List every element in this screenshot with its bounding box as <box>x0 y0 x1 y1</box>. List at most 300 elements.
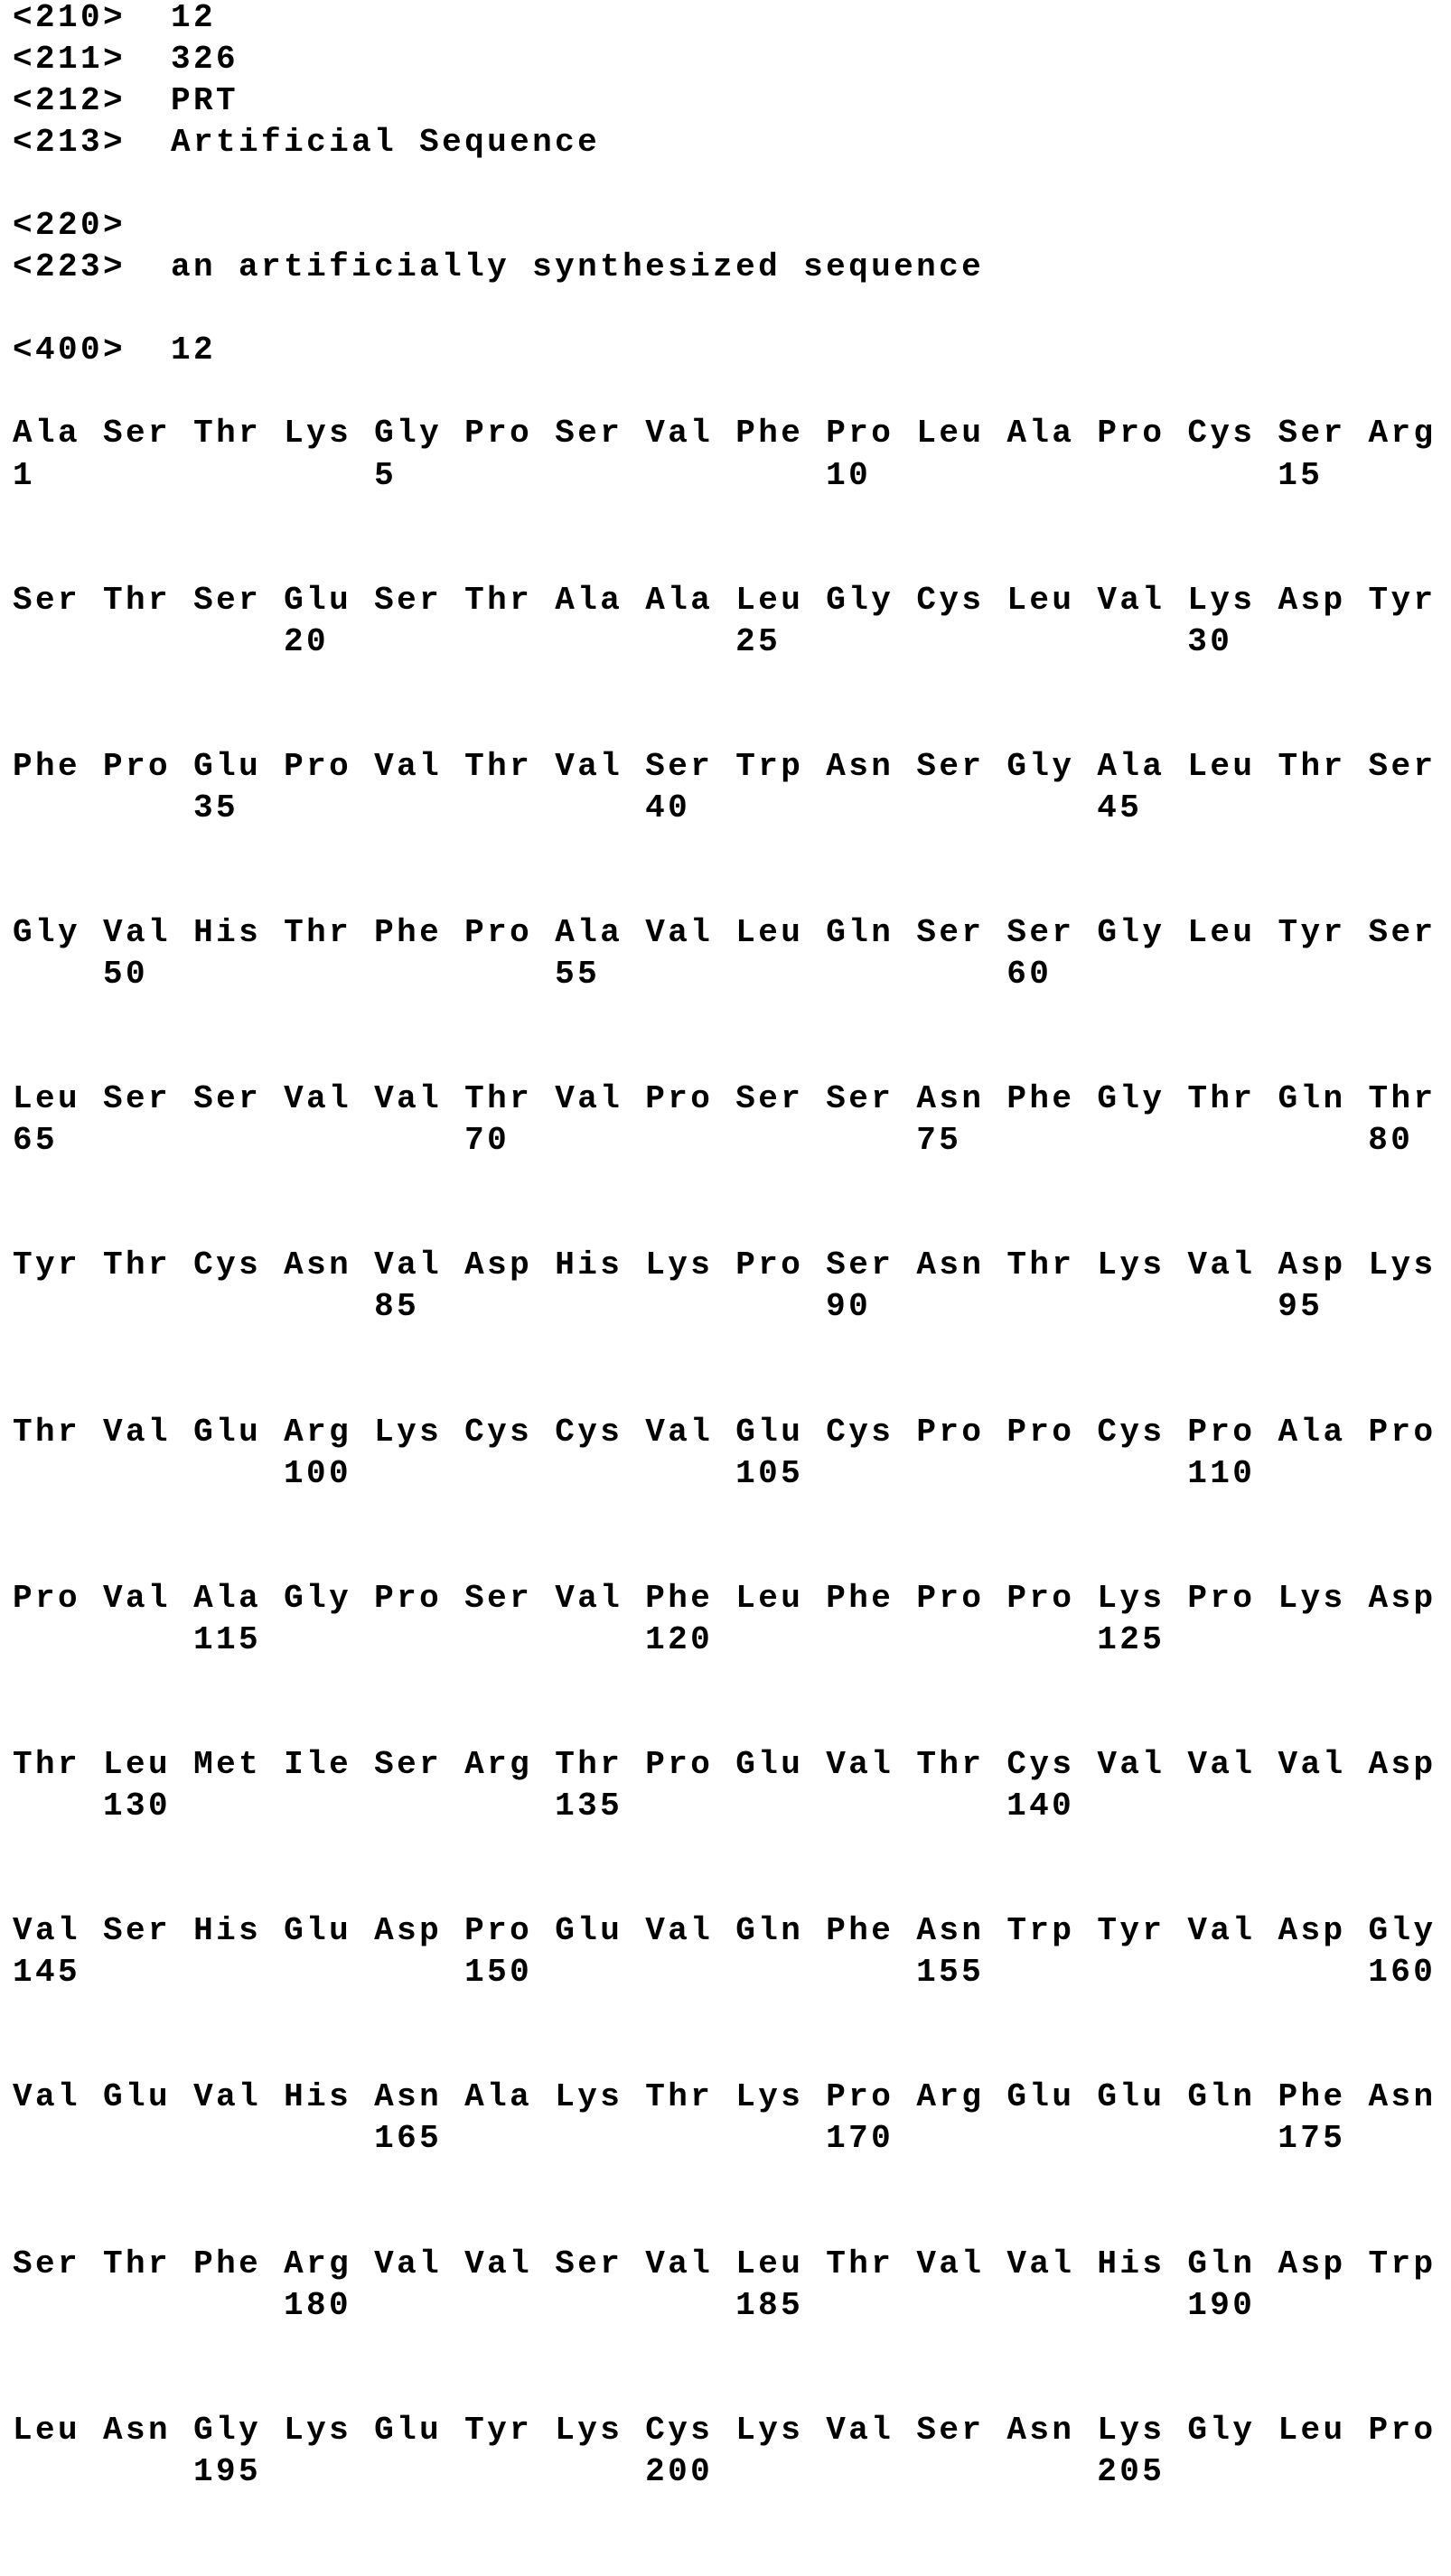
numeric-identifier-tag: <223> <box>13 248 126 286</box>
residue: Cys <box>193 1246 262 1284</box>
residue: Asp <box>1278 581 1346 619</box>
residue-position-number: 15 <box>1278 456 1324 494</box>
residue: Pro <box>1187 1579 1256 1617</box>
residue: Tyr <box>1097 1912 1165 1950</box>
residue: Lys <box>555 2078 623 2116</box>
blank-line <box>13 1203 1436 1245</box>
residue-position-number: 125 <box>1097 1620 1165 1658</box>
blank-line <box>13 2201 1436 2243</box>
residue: Pro <box>103 747 172 785</box>
residue-position-number: 185 <box>735 2286 804 2324</box>
residue: Arg <box>1368 415 1437 453</box>
residue: Glu <box>735 1745 804 1783</box>
blank-line <box>13 2160 1436 2201</box>
blank-line <box>13 2327 1436 2368</box>
residue: Val <box>916 2245 985 2282</box>
residue-position-number: 90 <box>826 1288 872 1326</box>
blank-line <box>13 1827 1436 1869</box>
residue: Val <box>826 1745 894 1783</box>
residue: Met <box>193 1745 262 1783</box>
residue: Gln <box>826 914 894 952</box>
residue: Ala <box>13 415 81 453</box>
residue: Lys <box>1097 1246 1165 1284</box>
residue: Ser <box>1278 415 1346 453</box>
document-text <box>13 0 1436 2576</box>
residue-position-number: 40 <box>645 789 691 826</box>
residue: Val <box>464 2245 533 2282</box>
residue-position-number: 145 <box>13 1954 81 1992</box>
residue: Asn <box>284 1246 352 1284</box>
residue: Cys <box>1006 1745 1075 1783</box>
blank-line <box>13 1869 1436 1910</box>
residue: Pro <box>1006 1579 1075 1617</box>
residue: Leu <box>1006 581 1075 619</box>
residue: Ser <box>1368 914 1437 952</box>
residue: Leu <box>1187 914 1256 952</box>
residue: Pro <box>645 1745 714 1783</box>
residue: Pro <box>1097 415 1165 453</box>
residue: Lys <box>1278 1579 1346 1617</box>
residue-position-number: 155 <box>916 1954 985 1992</box>
residue: Pro <box>374 1579 443 1617</box>
residue: Trp <box>1006 1912 1075 1950</box>
residue-position-number: 105 <box>735 1454 804 1492</box>
header-line-220 <box>13 205 1436 247</box>
header-line-213 <box>13 122 1436 163</box>
residue: Val <box>1187 1912 1256 1950</box>
residue: Glu <box>284 581 352 619</box>
blank-line <box>13 1536 1436 1578</box>
blank-line <box>13 1037 1436 1078</box>
residue: Phe <box>1006 1080 1075 1118</box>
residue: Val <box>1006 2245 1075 2282</box>
sequence-row-numbers <box>13 621 1436 663</box>
residue: Leu <box>735 1579 804 1617</box>
residue: Lys <box>284 2411 352 2449</box>
residue: Ser <box>103 415 172 453</box>
residue: Gln <box>1278 1080 1346 1118</box>
residue: Leu <box>735 914 804 952</box>
residue-position-number: 120 <box>645 1620 714 1658</box>
residue: Ser <box>464 1579 533 1617</box>
residue: Ser <box>193 1080 262 1118</box>
blank-line <box>13 2035 1436 2077</box>
residue: Thr <box>13 1745 81 1783</box>
residue: Glu <box>193 747 262 785</box>
residue: Pro <box>464 415 533 453</box>
residue: Ala <box>193 1579 262 1617</box>
residue: Cys <box>645 2411 714 2449</box>
residue: Gly <box>193 2411 262 2449</box>
residue-position-number: 20 <box>284 622 330 660</box>
residue: Ala <box>1006 415 1075 453</box>
residue: Ser <box>13 2245 81 2282</box>
sequence-row-numbers <box>13 1619 1436 1661</box>
residue: Val <box>645 2245 714 2282</box>
residue: Glu <box>1097 2078 1165 2116</box>
residue: Lys <box>1368 1246 1437 1284</box>
residue: Cys <box>555 1413 623 1451</box>
residue-position-number: 115 <box>193 1620 262 1658</box>
residue: Leu <box>1187 747 1256 785</box>
residue: Leu <box>735 581 804 619</box>
residue: Gly <box>1006 747 1075 785</box>
residue: Pro <box>916 1413 985 1451</box>
residue: Gln <box>1187 2245 1256 2282</box>
residue: Glu <box>103 2078 172 2116</box>
blank-line <box>13 1661 1436 1703</box>
residue: Phe <box>193 2245 262 2282</box>
residue: Pro <box>1368 1413 1437 1451</box>
residue: Lys <box>1187 581 1256 619</box>
blank-line <box>13 1495 1436 1536</box>
residue: Val <box>103 1413 172 1451</box>
residue-position-number: 200 <box>645 2452 714 2490</box>
residue: Lys <box>555 2411 623 2449</box>
residue: Ser <box>555 415 623 453</box>
residue: Pro <box>464 914 533 952</box>
residue: Asp <box>1368 1579 1437 1617</box>
residue: Leu <box>13 1080 81 1118</box>
residue: Cys <box>464 1413 533 1451</box>
residue: Gly <box>826 581 894 619</box>
residue: Ser <box>1368 747 1437 785</box>
residue: Pro <box>826 2078 894 2116</box>
residue: Glu <box>284 1912 352 1950</box>
header-line-223 <box>13 247 1436 288</box>
sequence-row-residues <box>13 2077 1436 2118</box>
residue: Gln <box>1187 2078 1256 2116</box>
residue: Gly <box>284 1579 352 1617</box>
residue: Ala <box>555 914 623 952</box>
sequence-row-residues <box>13 1910 1436 1952</box>
residue: Lys <box>1097 1579 1165 1617</box>
residue-position-number: 195 <box>193 2452 262 2490</box>
residue: His <box>193 1912 262 1950</box>
numeric-identifier-value: Artificial Sequence <box>171 124 601 162</box>
residue: Tyr <box>464 2411 533 2449</box>
residue: Ala <box>464 2078 533 2116</box>
residue: Gly <box>13 914 81 952</box>
residue: Thr <box>464 747 533 785</box>
residue: Val <box>645 914 714 952</box>
residue: Glu <box>374 2411 443 2449</box>
residue: Gly <box>1097 914 1165 952</box>
residue: Thr <box>103 581 172 619</box>
residue: His <box>555 1246 623 1284</box>
residue: Ala <box>1278 1413 1346 1451</box>
residue: Gly <box>1097 1080 1165 1118</box>
residue: Thr <box>103 2245 172 2282</box>
residue: Arg <box>916 2078 985 2116</box>
sequence-row-numbers <box>13 2285 1436 2327</box>
residue-position-number: 55 <box>555 956 601 994</box>
residue: Phe <box>735 415 804 453</box>
residue: Phe <box>374 914 443 952</box>
residue: Ser <box>1006 914 1075 952</box>
residue: Ser <box>826 1246 894 1284</box>
residue-position-number: 205 <box>1097 2452 1165 2490</box>
residue-position-number: 30 <box>1187 622 1233 660</box>
residue: Ala <box>555 581 623 619</box>
residue: Leu <box>1278 2411 1346 2449</box>
residue: Val <box>374 1080 443 1118</box>
residue: Thr <box>916 1745 985 1783</box>
residue: Asn <box>103 2411 172 2449</box>
numeric-identifier-tag: <211> <box>13 41 126 79</box>
residue: Val <box>1187 1745 1256 1783</box>
numeric-identifier-tag: <220> <box>13 207 126 245</box>
residue: Ser <box>916 2411 985 2449</box>
residue: Thr <box>193 415 262 453</box>
residue: Asn <box>1006 2411 1075 2449</box>
residue: Lys <box>284 415 352 453</box>
header-line-211 <box>13 39 1436 80</box>
residue: Pro <box>645 1080 714 1118</box>
residue: Val <box>645 415 714 453</box>
residue-position-number: 25 <box>735 622 782 660</box>
residue: Ser <box>13 581 81 619</box>
residue: Asn <box>916 1080 985 1118</box>
blank-line <box>13 163 1436 205</box>
residue: Asp <box>1278 1246 1346 1284</box>
blank-line <box>13 1993 1436 2035</box>
residue: Asn <box>826 747 894 785</box>
residue: Tyr <box>1368 581 1437 619</box>
blank-line <box>13 2534 1436 2576</box>
residue: Lys <box>645 1246 714 1284</box>
residue: Val <box>193 2078 262 2116</box>
residue: Glu <box>735 1413 804 1451</box>
residue: Gly <box>374 415 443 453</box>
header-line-212 <box>13 80 1436 122</box>
residue: Thr <box>13 1413 81 1451</box>
residue-position-number: 140 <box>1006 1787 1075 1825</box>
residue: Phe <box>645 1579 714 1617</box>
residue: Thr <box>284 914 352 952</box>
residue: Lys <box>1097 2411 1165 2449</box>
residue: Thr <box>1368 1080 1437 1118</box>
residue: Ala <box>1097 747 1165 785</box>
residue: Val <box>645 1413 714 1451</box>
residue-position-number: 130 <box>103 1787 172 1825</box>
sequence-row-numbers <box>13 1453 1436 1495</box>
residue-position-number: 170 <box>826 2120 894 2158</box>
residue: Pro <box>1006 1413 1075 1451</box>
residue-position-number: 150 <box>464 1954 533 1992</box>
residue: Val <box>284 1080 352 1118</box>
blank-line <box>13 829 1436 871</box>
residue: Pro <box>284 747 352 785</box>
residue-position-number: 110 <box>1187 1454 1256 1492</box>
residue: Cys <box>916 581 985 619</box>
residue: Pro <box>464 1912 533 1950</box>
residue: Trp <box>735 747 804 785</box>
blank-line <box>13 371 1436 413</box>
blank-line <box>13 2368 1436 2410</box>
residue-position-number: 165 <box>374 2120 443 2158</box>
residue: Ser <box>374 1745 443 1783</box>
residue-position-number: 160 <box>1368 1954 1437 1992</box>
residue: Thr <box>103 1246 172 1284</box>
residue-position-number: 45 <box>1097 789 1143 826</box>
residue: Val <box>103 914 172 952</box>
residue: Glu <box>1006 2078 1075 2116</box>
residue: His <box>284 2078 352 2116</box>
residue: Ser <box>735 1080 804 1118</box>
residue: Pro <box>916 1579 985 1617</box>
blank-line <box>13 705 1436 746</box>
numeric-identifier-tag: <210> <box>13 0 126 36</box>
residue: Asp <box>374 1912 443 1950</box>
sequence-row-residues <box>13 1578 1436 1619</box>
residue: Lys <box>735 2078 804 2116</box>
residue: Leu <box>735 2245 804 2282</box>
header-line-400 <box>13 330 1436 371</box>
sequence-row-numbers <box>13 2451 1436 2493</box>
residue: Val <box>13 1912 81 1950</box>
residue-position-number: 80 <box>1368 1122 1414 1160</box>
residue: Val <box>374 1246 443 1284</box>
residue: Ala <box>645 581 714 619</box>
residue: Val <box>645 1912 714 1950</box>
residue: Tyr <box>1278 914 1346 952</box>
residue: Val <box>555 1579 623 1617</box>
sequence-row-numbers <box>13 954 1436 995</box>
sequence-row-residues <box>13 2410 1436 2451</box>
residue: Pro <box>735 1246 804 1284</box>
residue-position-number: 65 <box>13 1122 59 1160</box>
sequence-row-residues <box>13 1245 1436 1286</box>
sequence-row-residues <box>13 413 1436 454</box>
residue: Phe <box>826 1912 894 1950</box>
sequence-row-numbers <box>13 1786 1436 1827</box>
residue: Pro <box>13 1579 81 1617</box>
residue: Asn <box>916 1246 985 1284</box>
residue: Val <box>103 1579 172 1617</box>
residue: Glu <box>193 1413 262 1451</box>
residue: Asp <box>1278 2245 1346 2282</box>
residue: Ser <box>193 581 262 619</box>
residue: Lys <box>374 1413 443 1451</box>
sequence-row-numbers <box>13 788 1436 829</box>
sequence-row-numbers <box>13 2118 1436 2160</box>
residue-position-number: 95 <box>1278 1288 1324 1326</box>
sequence-row-residues <box>13 2244 1436 2285</box>
blank-line <box>13 871 1436 912</box>
residue: Thr <box>1187 1080 1256 1118</box>
residue: Val <box>826 2411 894 2449</box>
sequence-row-numbers <box>13 1286 1436 1328</box>
residue: Ser <box>103 1080 172 1118</box>
blank-line <box>13 1162 1436 1203</box>
residue: Asn <box>374 2078 443 2116</box>
residue-position-number: 35 <box>193 789 239 826</box>
sequence-row-residues <box>13 1078 1436 1120</box>
residue: Val <box>555 1080 623 1118</box>
residue: Ser <box>916 914 985 952</box>
residue: Pro <box>826 415 894 453</box>
residue: Phe <box>1278 2078 1346 2116</box>
residue: Asp <box>1278 1912 1346 1950</box>
header-line-210 <box>13 0 1436 39</box>
residue: Ser <box>916 747 985 785</box>
residue-position-number: 10 <box>826 456 872 494</box>
sequence-row-numbers <box>13 1120 1436 1162</box>
blank-line <box>13 1329 1436 1370</box>
blank-line <box>13 663 1436 705</box>
residue: Val <box>1097 1745 1165 1783</box>
residue-position-number: 85 <box>374 1288 420 1326</box>
blank-line <box>13 1703 1436 1744</box>
residue-position-number: 70 <box>464 1122 510 1160</box>
sequence-row-residues <box>13 912 1436 954</box>
numeric-identifier-tag: <400> <box>13 331 126 369</box>
residue: Ser <box>103 1912 172 1950</box>
residue-position-number: 60 <box>1006 956 1053 994</box>
residue: Pro <box>1368 2411 1437 2449</box>
residue: Leu <box>103 1745 172 1783</box>
residue: Val <box>13 2078 81 2116</box>
blank-line <box>13 288 1436 330</box>
residue: Thr <box>826 2245 894 2282</box>
residue: Tyr <box>13 1246 81 1284</box>
residue: Asn <box>1368 2078 1437 2116</box>
sequence-row-residues <box>13 1412 1436 1453</box>
residue-position-number: 50 <box>103 956 149 994</box>
residue: Ser <box>645 747 714 785</box>
residue: His <box>193 914 262 952</box>
residue: Val <box>1278 1745 1346 1783</box>
residue: Thr <box>464 581 533 619</box>
numeric-identifier-value: 326 <box>171 41 239 79</box>
numeric-identifier-value: 12 <box>171 0 217 36</box>
numeric-identifier-value: 12 <box>171 331 217 369</box>
residue: Lys <box>735 2411 804 2449</box>
residue: Gln <box>735 1912 804 1950</box>
blank-line <box>13 995 1436 1037</box>
residue: Phe <box>13 747 81 785</box>
residue: Thr <box>1006 1246 1075 1284</box>
residue: Ser <box>374 581 443 619</box>
sequence-row-residues <box>13 580 1436 621</box>
residue: Arg <box>284 2245 352 2282</box>
residue: Leu <box>13 2411 81 2449</box>
residue: Gly <box>1187 2411 1256 2449</box>
numeric-identifier-tag: <212> <box>13 82 126 120</box>
residue-position-number: 180 <box>284 2286 352 2324</box>
numeric-identifier-value: PRT <box>171 82 239 120</box>
sequence-row-numbers <box>13 1952 1436 1993</box>
residue: Val <box>374 2245 443 2282</box>
residue: Asp <box>464 1246 533 1284</box>
residue: Cys <box>1187 415 1256 453</box>
residue-position-number: 175 <box>1278 2120 1346 2158</box>
blank-line <box>13 1370 1436 1412</box>
residue: Thr <box>555 1745 623 1783</box>
blank-line <box>13 538 1436 580</box>
sequence-row-residues <box>13 1744 1436 1786</box>
residue: Val <box>1097 581 1165 619</box>
residue: Thr <box>464 1080 533 1118</box>
residue-position-number: 1 <box>13 456 36 494</box>
residue: Asn <box>916 1912 985 1950</box>
residue: His <box>1097 2245 1165 2282</box>
residue: Asp <box>1368 1745 1437 1783</box>
residue-position-number: 135 <box>555 1787 623 1825</box>
blank-line <box>13 2493 1436 2534</box>
blank-line <box>13 497 1436 538</box>
